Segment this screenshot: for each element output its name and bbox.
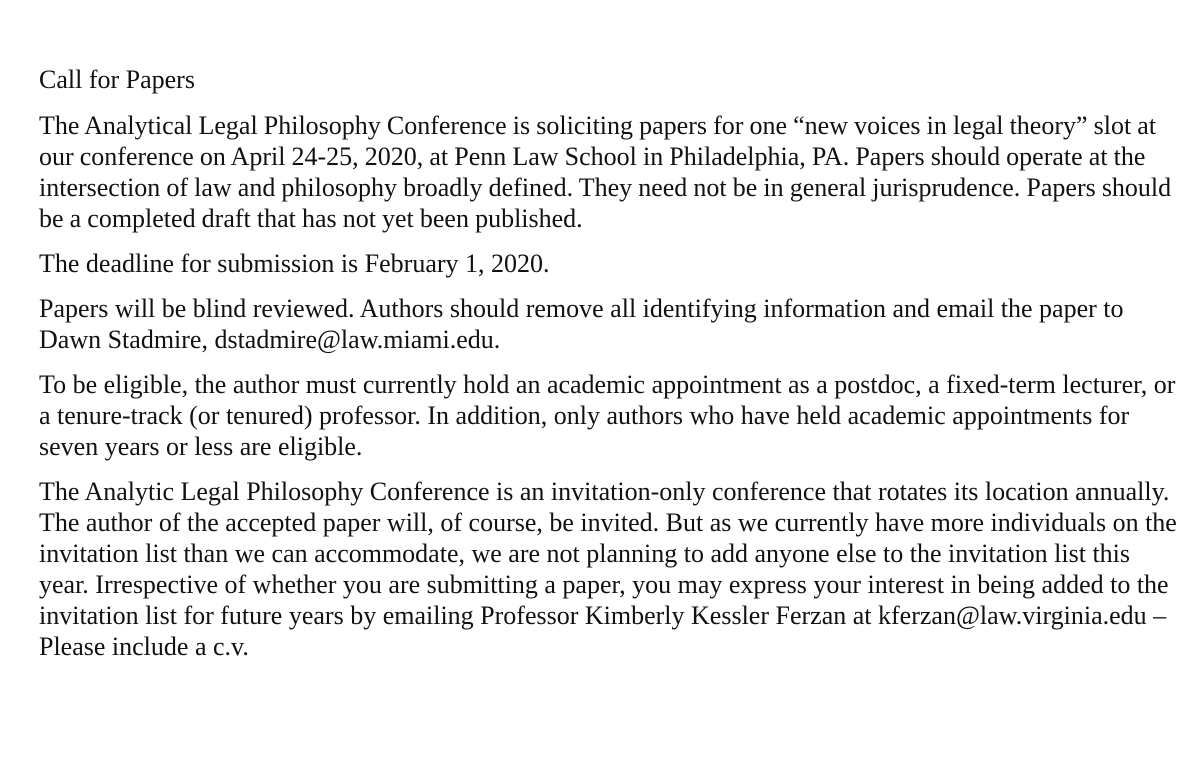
paragraph-intro: The Analytical Legal Philosophy Conference is soliciting papers for one “new voices in legal theory” slot at our conference on April 24-25, 2020, at Penn Law School in Philadelphia, PA. Papers should operate at the intersection of law and philosophy broadly defined. They need not be in general jurisprudence. Papers should be a completed draft that has not yet been published. bbox=[39, 111, 1172, 233]
document-heading: Call for Papers bbox=[39, 65, 195, 94]
paragraph-invitation: The Analytic Legal Philosophy Conference is an invitation-only conference that rotates its location annually. The author of the accepted paper will, of course, be invited. But as we currently have more individuals on the invitation list than we can accommodate, we are not planning to add anyone else to the invitation list this year. Irrespective of whether you are submitting a paper, you may express your interest in being added to the invitation list for future years by emailing Professor Kimberly Kessler Ferzan at kferzan@law.virginia.edu – Please include a c.v. bbox=[39, 477, 1177, 661]
paragraph-eligibility: To be eligible, the author must currently hold an academic appointment as a postdoc, a fixed-term lecturer, or a tenure-track (or tenured) professor. In addition, only authors who have held academic appointments for seven years or less are eligible. bbox=[39, 370, 1176, 461]
document-body bbox=[39, 64, 1179, 676]
paragraph-deadline: The deadline for submission is February 1, 2020. bbox=[39, 249, 550, 278]
paragraph-review: Papers will be blind reviewed. Authors should remove all identifying information and email the paper to Dawn Stadmire, dstadmire@law.miami.edu. bbox=[39, 294, 1124, 354]
